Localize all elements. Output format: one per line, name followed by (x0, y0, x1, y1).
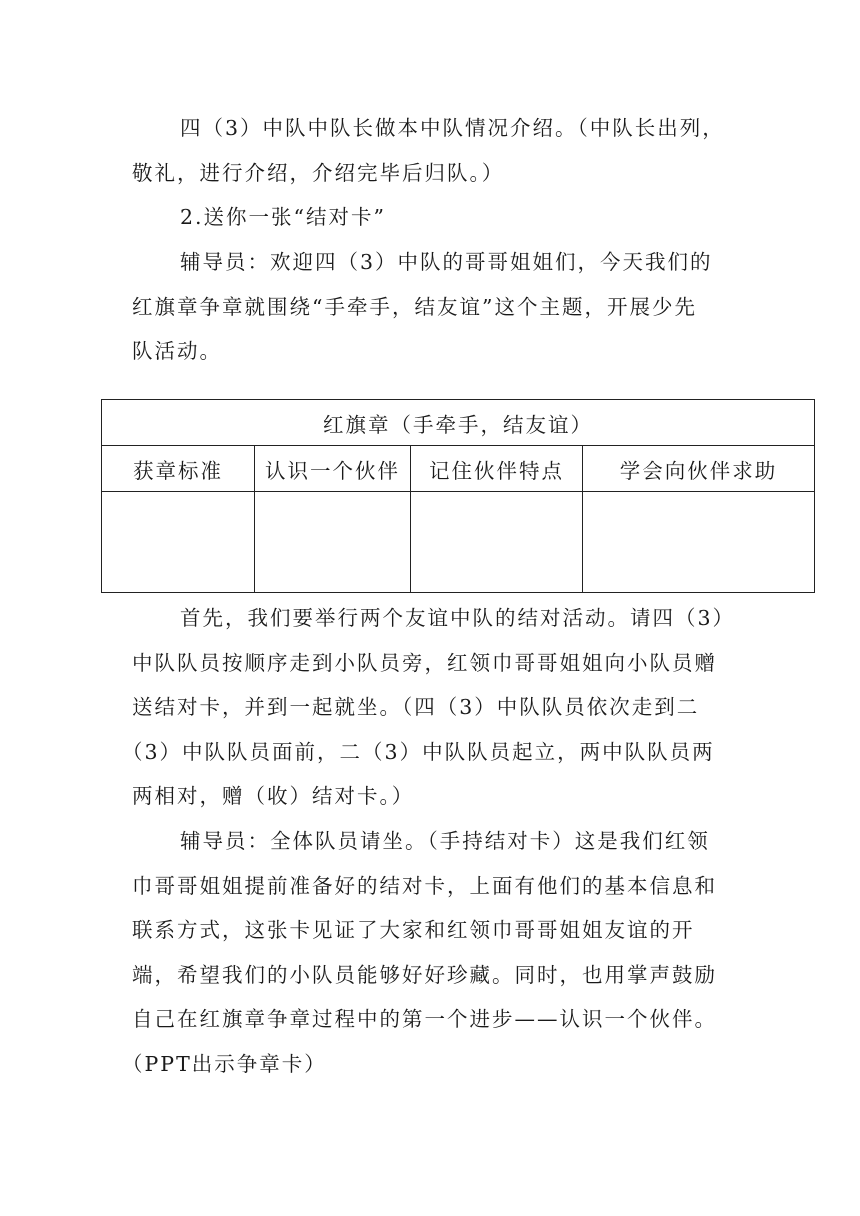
table-header-cell: 学会向伙伴求助 (583, 446, 815, 492)
table-cell (255, 492, 411, 593)
text-line: 巾哥哥姐姐提前准备好的结对卡，上面有他们的基本信息和 (132, 873, 717, 898)
text-line: 端，希望我们的小队员能够好好珍藏。同时，也用掌声鼓励 (132, 962, 717, 987)
text-line: 红旗章争章就围绕“手牵手，结友谊”这个主题，开展少先 (132, 294, 697, 319)
table-header-cell: 获章标准 (102, 446, 255, 492)
table-title: 红旗章（手牵手，结友谊） (102, 400, 815, 446)
counselor-paragraph-2 (122, 819, 732, 1086)
table-header-cell: 记住伙伴特点 (411, 446, 583, 492)
text-line: 四（3）中队中队长做本中队情况介绍。（中队长出列， (180, 116, 725, 140)
pairing-paragraph (122, 596, 736, 819)
text-line: 送结对卡，并到一起就坐。（四（3）中队队员依次走到二 (132, 695, 700, 719)
section-heading (132, 195, 732, 240)
text-line: （3）中队队员面前，二（3）中队队员起立，两中队队员两 (122, 739, 715, 764)
text-line: 中队队员按顺序走到小队员旁，红领巾哥哥姐姐向小队员赠 (132, 650, 717, 675)
table-header-cell: 认识一个伙伴 (255, 446, 411, 492)
table-cell (102, 492, 255, 593)
text-line: 队活动。 (132, 339, 222, 363)
table-title-row (102, 400, 815, 446)
text-line: 两相对，赠（收）结对卡。） (132, 784, 415, 808)
text-line: 自己在红旗章争章过程中的第一个进步——认识一个伙伴。 (132, 1007, 717, 1031)
text-line: 首先，我们要举行两个友谊中队的结对活动。请四（3） (180, 606, 736, 630)
text-line: （PPT出示争章卡） (122, 1051, 327, 1076)
text-line: 联系方式，这张卡见证了大家和红领巾哥哥姐姐友谊的开 (132, 918, 695, 942)
intro-paragraph (132, 106, 732, 195)
text-line: 辅导员：全体队员请坐。（手持结对卡）这是我们红领 (180, 829, 710, 853)
section-heading-text: 2.送你一张“结对卡” (180, 205, 387, 229)
table-cell (583, 492, 815, 593)
badge-table (101, 399, 815, 593)
table-header-row (102, 446, 815, 492)
table-row (102, 492, 815, 593)
text-line: 辅导员：欢迎四（3）中队的哥哥姐姐们，今天我们的 (180, 250, 713, 274)
table-cell (411, 492, 583, 593)
counselor-paragraph-1 (132, 240, 732, 374)
text-line: 敬礼，进行介绍，介绍完毕后归队。） (132, 160, 505, 185)
